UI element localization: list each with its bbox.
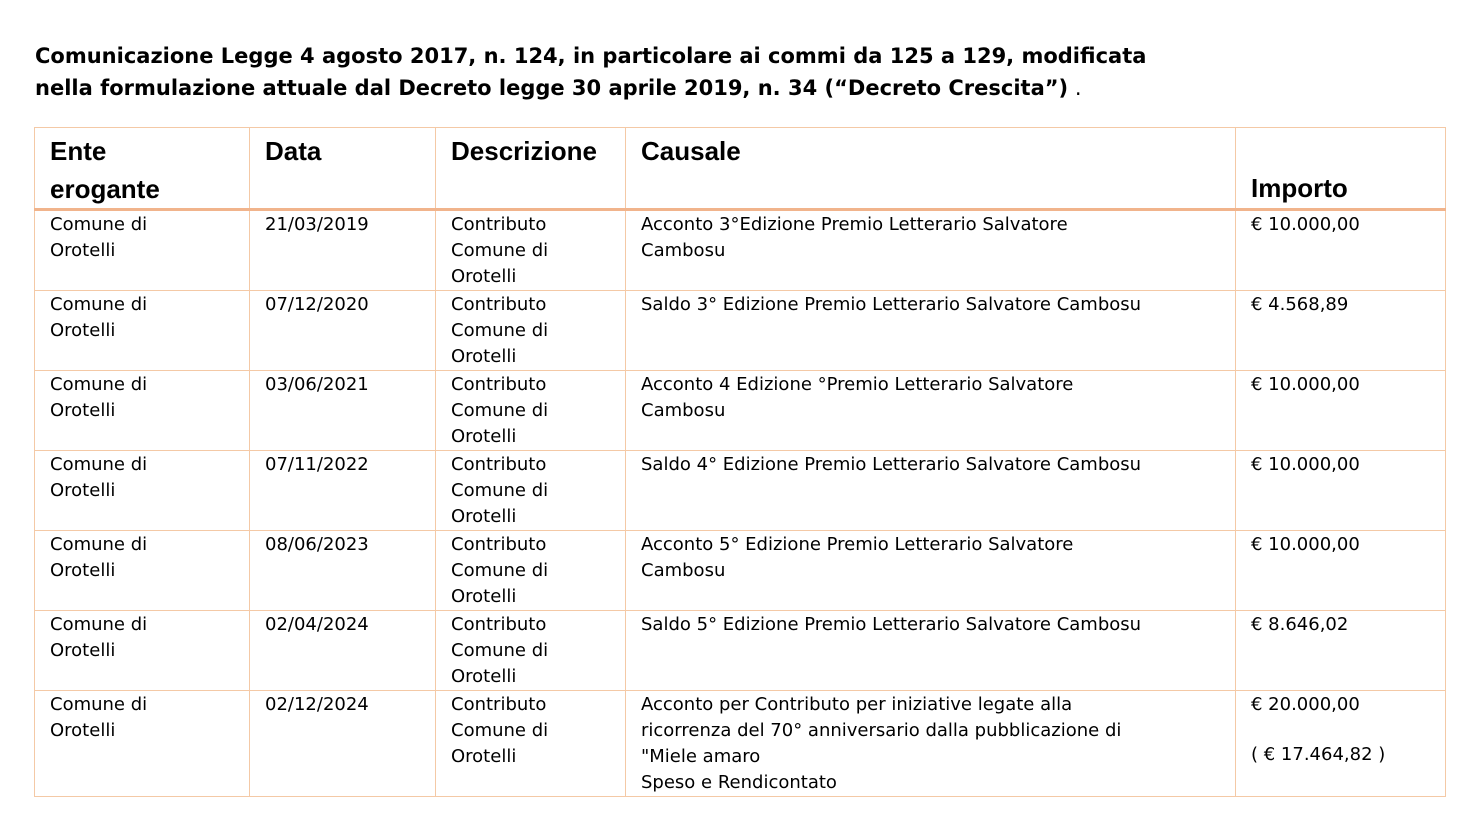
column-header-descrizione: Descrizione — [436, 128, 626, 210]
cell-ente — [35, 371, 250, 451]
cell-causale-line-2: Cambosu — [641, 400, 726, 421]
cell-descrizione-line-2: Comune di — [451, 240, 549, 261]
cell-ente-line-2: Orotelli — [50, 640, 116, 661]
cell-ente — [35, 611, 250, 691]
cell-data: 07/11/2022 — [250, 451, 436, 531]
cell-descrizione-line-1: Contributo — [451, 694, 547, 715]
table-row — [35, 291, 1446, 371]
cell-data: 03/06/2021 — [250, 371, 436, 451]
cell-causale — [626, 451, 1236, 531]
cell-descrizione-line-1: Contributo — [451, 614, 547, 635]
cell-causale — [626, 210, 1236, 291]
cell-ente-line-2: Orotelli — [50, 240, 116, 261]
cell-importo: € 10.000,00 — [1236, 210, 1446, 291]
cell-descrizione — [436, 210, 626, 291]
cell-ente — [35, 451, 250, 531]
cell-ente-line-2: Orotelli — [50, 720, 116, 741]
page-heading — [35, 40, 1435, 104]
cell-data: 02/12/2024 — [250, 691, 436, 797]
cell-descrizione-line-2: Comune di — [451, 480, 549, 501]
cell-descrizione-line-1: Contributo — [451, 534, 547, 555]
cell-descrizione-line-2: Comune di — [451, 640, 549, 661]
cell-ente-line-1: Comune di — [50, 294, 148, 315]
cell-ente-line-1: Comune di — [50, 694, 148, 715]
cell-descrizione — [436, 691, 626, 797]
cell-descrizione-line-2: Comune di — [451, 400, 549, 421]
cell-ente — [35, 531, 250, 611]
cell-descrizione — [436, 291, 626, 371]
cell-causale-line-1: Acconto 3°Edizione Premio Letterario Salvatore — [641, 214, 1068, 235]
column-header-data: Data — [250, 128, 436, 210]
cell-ente — [35, 210, 250, 291]
cell-ente-line-1: Comune di — [50, 454, 148, 475]
column-header-ente — [35, 128, 250, 210]
cell-data: 08/06/2023 — [250, 531, 436, 611]
cell-descrizione-line-1: Contributo — [451, 214, 547, 235]
column-header-causale: Causale — [626, 128, 1236, 210]
cell-importo: € 10.000,00 — [1236, 451, 1446, 531]
heading-line-1: Comunicazione Legge 4 agosto 2017, n. 124, in particolare ai commi da 125 a 129, modificata — [35, 44, 1147, 68]
cell-causale-line-2: Cambosu — [641, 560, 726, 581]
cell-importo-speso: ( € 17.464,82 ) — [1251, 744, 1386, 765]
cell-descrizione-line-1: Contributo — [451, 374, 547, 395]
cell-descrizione-line-3: Orotelli — [451, 666, 517, 687]
table-row — [35, 210, 1446, 291]
cell-descrizione-line-1: Contributo — [451, 294, 547, 315]
cell-descrizione — [436, 611, 626, 691]
column-header-ente-line-1: Ente — [50, 136, 107, 166]
table-row — [35, 451, 1446, 531]
table-body — [35, 210, 1446, 797]
cell-importo: € 10.000,00 — [1236, 531, 1446, 611]
cell-causale — [626, 291, 1236, 371]
table-row — [35, 531, 1446, 611]
cell-ente — [35, 291, 250, 371]
cell-causale — [626, 371, 1236, 451]
cell-causale-line-1: Acconto 4 Edizione °Premio Letterario Salvatore — [641, 374, 1074, 395]
cell-data: 07/12/2020 — [250, 291, 436, 371]
cell-causale-line-1: Acconto per Contributo per iniziative legate alla — [641, 694, 1073, 715]
table-row — [35, 611, 1446, 691]
cell-descrizione-line-2: Comune di — [451, 560, 549, 581]
cell-descrizione-line-3: Orotelli — [451, 266, 517, 287]
cell-descrizione-line-3: Orotelli — [451, 746, 517, 767]
cell-data: 21/03/2019 — [250, 210, 436, 291]
column-header-importo: Importo — [1236, 128, 1446, 210]
cell-importo-value: € 20.000,00 — [1251, 694, 1360, 715]
cell-importo: € 10.000,00 — [1236, 371, 1446, 451]
cell-causale-line-2: ricorrenza del 70° anniversario dalla pubblicazione di — [641, 720, 1122, 741]
cell-ente-line-1: Comune di — [50, 214, 148, 235]
cell-ente — [35, 691, 250, 797]
cell-causale-line-1: Acconto 5° Edizione Premio Letterario Salvatore — [641, 534, 1074, 555]
heading-line-2-tail: . — [1068, 76, 1082, 100]
table-row — [35, 691, 1446, 797]
cell-descrizione-line-3: Orotelli — [451, 586, 517, 607]
cell-descrizione-line-3: Orotelli — [451, 346, 517, 367]
cell-ente-line-1: Comune di — [50, 374, 148, 395]
cell-importo: € 4.568,89 — [1236, 291, 1446, 371]
cell-ente-line-2: Orotelli — [50, 400, 116, 421]
cell-descrizione-line-1: Contributo — [451, 454, 547, 475]
cell-causale — [626, 531, 1236, 611]
table-header-row — [35, 128, 1446, 210]
cell-causale — [626, 611, 1236, 691]
cell-ente-line-2: Orotelli — [50, 560, 116, 581]
cell-ente-line-1: Comune di — [50, 614, 148, 635]
cell-importo — [1236, 691, 1446, 797]
cell-causale — [626, 691, 1236, 797]
heading-line-2 — [35, 72, 1435, 104]
cell-importo: € 8.646,02 — [1236, 611, 1446, 691]
cell-ente-line-2: Orotelli — [50, 320, 116, 341]
table-row — [35, 371, 1446, 451]
heading-line-2-text: nella formulazione attuale dal Decreto legge 30 aprile 2019, n. 34 (“Decreto Crescita”) — [35, 76, 1069, 100]
cell-causale-line-4: Speso e Rendicontato — [641, 772, 837, 793]
cell-descrizione — [436, 531, 626, 611]
cell-descrizione-line-2: Comune di — [451, 720, 549, 741]
cell-causale-line-1: Saldo 5° Edizione Premio Letterario Salvatore Cambosu — [641, 614, 1142, 635]
column-header-ente-line-2: erogante — [50, 174, 160, 204]
cell-descrizione — [436, 371, 626, 451]
cell-causale-line-2: Cambosu — [641, 240, 726, 261]
cell-descrizione — [436, 451, 626, 531]
cell-descrizione-line-3: Orotelli — [451, 426, 517, 447]
cell-descrizione-line-2: Comune di — [451, 320, 549, 341]
cell-ente-line-1: Comune di — [50, 534, 148, 555]
cell-data: 02/04/2024 — [250, 611, 436, 691]
cell-causale-line-3: "Miele amaro — [641, 746, 761, 767]
cell-descrizione-line-3: Orotelli — [451, 506, 517, 527]
cell-ente-line-2: Orotelli — [50, 480, 116, 501]
cell-causale-line-1: Saldo 4° Edizione Premio Letterario Salvatore Cambosu — [641, 454, 1142, 475]
cell-causale-line-1: Saldo 3° Edizione Premio Letterario Salvatore Cambosu — [641, 294, 1142, 315]
contributions-table — [34, 127, 1446, 797]
